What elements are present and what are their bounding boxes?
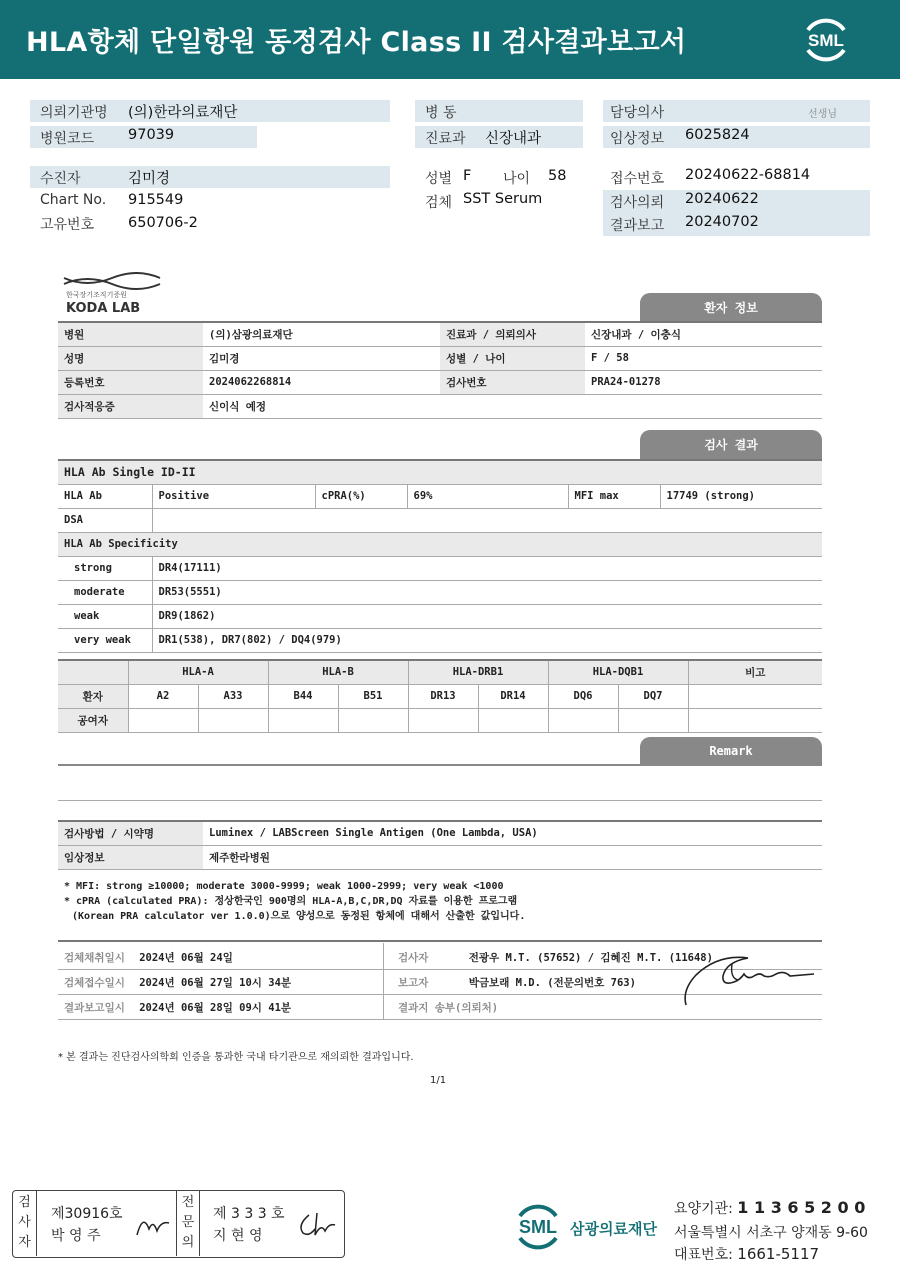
reported-value: 2024년 06월 28일 09시 41분 [139,1002,292,1014]
sex-label: 성별 [425,171,453,187]
patient-info-row [58,346,822,370]
patient-row-label: 환자 [58,684,128,708]
typing-cell: DQ6 [548,684,618,708]
hla-ab-label: HLA Ab [58,484,152,508]
typing-cell [128,708,198,732]
age-label: 나이 [503,171,531,187]
hla-typing-table [58,659,822,733]
stamp-char: 문 [181,1215,195,1230]
phone-label: 대표번호: [674,1247,733,1263]
stamp-char: 전 [181,1195,195,1210]
spec-value: DR4(17111) [152,556,822,580]
institution-label: 의뢰기관명 [40,105,108,121]
typing-note [688,708,822,732]
hospital-code-label: 병원코드 [40,131,95,147]
patient-info-tab: 환자 정보 [640,293,822,322]
typing-cell [408,708,478,732]
spec-row [58,580,822,604]
cell-label: 검사적응증 [58,394,203,418]
tester-chars [13,1191,37,1256]
svg-text:KODA LAB: KODA LAB [66,301,141,316]
cell-value: 2024062268814 [203,370,440,394]
tester-value: 전광우 M.T. (57652) / 김혜진 M.T. (11648) [468,952,713,964]
tester-signature-icon [133,1209,173,1239]
cell-value: 신장내과 / 이충식 [585,322,822,346]
clinical-label: 임상정보 [610,131,665,147]
spec-value: DR9(1862) [152,604,822,628]
uid-label: 고유번호 [40,217,95,233]
spec-row [58,556,822,580]
receive-row [64,975,291,990]
specialist-no: 제 3 3 3 호 [213,1206,285,1222]
svg-text:SML: SML [519,1217,557,1237]
reported-row [64,1000,291,1015]
remark-rule [58,764,822,766]
footnote: * 본 결과는 진단검사의학회 인증을 통과한 국내 타기관으로 재의뢰한 결과입니다. [58,1052,414,1063]
tester-label: 검사자 [398,952,429,964]
sml-footer-logo-icon [510,1198,566,1254]
reported-label: 결과보고일시 [64,1002,125,1014]
ward-label: 병 동 [425,105,457,121]
koda-logo-icon [62,272,162,318]
typing-cell [478,708,548,732]
result-title: HLA Ab Single ID-II [58,460,822,484]
sex-value: F [463,168,472,184]
cell-value: 김미경 [203,346,440,370]
stamp-char: 사 [18,1215,31,1230]
typing-cell [618,708,688,732]
signature-divider [383,943,384,1019]
spec-level: weak [58,604,152,628]
result-tab: 검사 결과 [640,430,822,459]
typing-cell [268,708,338,732]
specialist-chars [176,1191,200,1256]
chart-label: Chart No. [40,192,107,208]
report-title: HLA항체 단일항원 동정검사 Class II 검사결과보고서 [26,27,687,58]
patient-value: 김미경 [128,171,171,187]
notes [64,879,525,924]
patient-info-row [58,394,822,418]
stamp-char: 의 [181,1235,195,1250]
phone-value: 1661-5117 [737,1245,820,1263]
typing-header: HLA-A [128,660,268,684]
typing-cell: B44 [268,684,338,708]
note-line: * MFI: strong ≥10000; moderate 3000-9999; weak 1000-2999; very weak <1000 [64,881,504,892]
clinical-value: 6025824 [685,127,750,143]
method-row [58,821,822,845]
cell-value: PRA24-01278 [585,370,822,394]
stamp-char: 검 [18,1195,31,1210]
method-value: Luminex / LABScreen Single Antigen (One Lambda, USA) [203,821,822,845]
dept-value: 신장내과 [485,131,542,147]
tester-no: 제30916호 [51,1206,123,1222]
remark-line [58,800,822,801]
reporter-row [398,975,636,990]
address: 서울특별시 서초구 양재동 9-60 [674,1225,868,1241]
patient-typing-row [58,684,822,708]
reporter-label: 보고자 [398,977,429,989]
clin-label: 임상정보 [58,845,203,869]
typing-cell [338,708,408,732]
spec-level: very weak [58,628,152,652]
spec-value: DR53(5551) [152,580,822,604]
typing-header-row [58,660,822,684]
cell-value: (의)삼광의료재단 [203,322,440,346]
request-value: 20240622 [685,191,759,207]
dsa-value [152,508,822,532]
receive-value: 2024년 06월 27일 10시 34분 [139,977,292,989]
result-row [58,484,822,508]
collect-value: 2024년 06월 24일 [139,952,233,964]
stamp-char: 자 [18,1235,31,1250]
report-header [0,0,900,79]
method-label: 검사방법 / 시약명 [58,821,203,845]
typing-header [58,660,128,684]
spec-title: HLA Ab Specificity [58,532,822,556]
receive-label: 검체접수일시 [64,977,125,989]
clin-value: 제주한라병원 [203,845,822,869]
approval-stamp [12,1190,345,1258]
institution-value: (의)한라의료재단 [128,105,238,121]
dsa-label: DSA [58,508,152,532]
specialist-name: 지 현 영 [213,1228,263,1244]
patient-label: 수진자 [40,171,81,187]
typing-header: 비고 [688,660,822,684]
method-table [58,820,822,870]
specimen-label: 검체 [425,195,453,211]
typing-cell: DR13 [408,684,478,708]
request-label: 검사의뢰 [610,195,665,211]
specialist-signature-icon [295,1209,339,1239]
mfi-label: MFI max [568,484,660,508]
age-value: 58 [548,168,567,184]
sent-row [398,1000,498,1015]
code-label: 요양기관: [674,1201,733,1217]
signature-rule [58,940,822,942]
collect-row [64,950,233,965]
cell-label: 성명 [58,346,203,370]
uid-value: 650706-2 [128,215,198,231]
sml-logo-icon [798,12,854,66]
tester-row [398,950,713,965]
org-name: 삼광의료재단 [570,1220,657,1238]
dept-label: 진료과 [425,131,466,147]
cell-value: F / 58 [585,346,822,370]
institution-code [674,1198,865,1218]
cell-label: 진료과 / 의뢰의사 [440,322,585,346]
reporter-signature-icon [678,950,818,1010]
typing-cell: DR14 [478,684,548,708]
signature-line [58,1019,822,1020]
typing-cell: A33 [198,684,268,708]
typing-header: HLA-B [268,660,408,684]
note-line: * cPRA (calculated PRA): 정상한국인 900명의 HLA-A,B,C,DR,DQ 자료를 이용한 프로그램 [64,896,518,907]
result-row [58,508,822,532]
page-number: 1/1 [430,1075,447,1086]
phone [674,1244,819,1264]
svg-text:SML: SML [808,31,844,50]
hla-ab-value: Positive [152,484,315,508]
patient-info-row [58,370,822,394]
cell-label: 성별 / 나이 [440,346,585,370]
reporter-value: 박금보래 M.D. (전문의번호 763) [468,977,636,989]
report-date-label: 결과보고 [610,218,665,234]
typing-header: HLA-DQB1 [548,660,688,684]
sent-label: 결과지 송부(의뢰처) [398,1002,499,1014]
clin-row [58,845,822,869]
spec-title-row [58,532,822,556]
note-line: (Korean PRA calculator ver 1.0.0)으로 양성으로 동정된 항체에 대해서 산출한 값입니다. [72,911,526,922]
spec-value: DR1(538), DR7(802) / DQ4(979) [152,628,822,652]
typing-cell: DQ7 [618,684,688,708]
donor-typing-row [58,708,822,732]
mfi-value: 17749 (strong) [660,484,822,508]
cell-label: 검사번호 [440,370,585,394]
cpra-label: cPRA(%) [315,484,407,508]
donor-row-label: 공여자 [58,708,128,732]
patient-info-table [58,321,822,419]
spec-level: strong [58,556,152,580]
typing-cell [198,708,268,732]
report-date-value: 20240702 [685,214,759,230]
receipt-label: 접수번호 [610,171,665,187]
code-value: 1 1 3 6 5 2 0 0 [737,1198,866,1217]
svg-text:한국장기조직기증원: 한국장기조직기증원 [66,291,127,299]
typing-cell [548,708,618,732]
collect-label: 검체채취일시 [64,952,125,964]
spec-row [58,628,822,652]
hospital-code-value: 97039 [128,127,175,143]
spec-row [58,604,822,628]
cell-label: 등록번호 [58,370,203,394]
doctor-label: 담당의사 [610,105,665,121]
typing-cell: B51 [338,684,408,708]
receipt-value: 20240622-68814 [685,167,811,183]
patient-info-row [58,322,822,346]
specimen-value: SST Serum [463,191,543,207]
spec-level: moderate [58,580,152,604]
result-title-row [58,460,822,484]
typing-header: HLA-DRB1 [408,660,548,684]
cell-label: 병원 [58,322,203,346]
remark-tab: Remark [640,737,822,764]
koda-lab-report [58,268,822,1086]
cell-value: 신이식 예정 [203,394,822,418]
result-table [58,459,822,653]
doctor-suffix: 선생님 [808,109,837,120]
cpra-value: 69% [407,484,568,508]
typing-cell: A2 [128,684,198,708]
typing-note [688,684,822,708]
chart-value: 915549 [128,192,184,208]
tester-name: 박 영 주 [51,1228,101,1244]
